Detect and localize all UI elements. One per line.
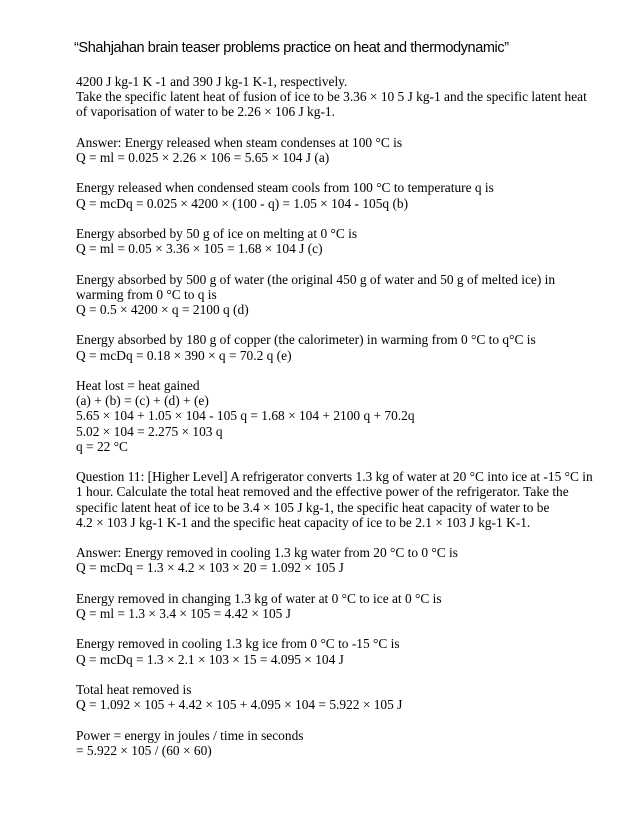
text-line: Energy absorbed by 50 g of ice on melting at 0 °C is	[76, 225, 358, 241]
equation-line: Q = ml = 0.025 × 2.26 × 106 = 5.65 × 104 J (a)	[76, 150, 330, 165]
text-line: Energy removed in cooling 1.3 kg ice from 0 °C to -15 °C is	[76, 636, 400, 652]
equation-line: Q = 0.5 × 4200 × q = 2100 q (d)	[76, 301, 249, 317]
text-line: warming from 0 °C to q is	[76, 286, 217, 302]
paragraph-water-warming	[76, 272, 576, 318]
text-line: Take the specific latent heat of fusion of ice to be 3.36 × 10 5 J kg-1 and the specific latent heat	[76, 89, 587, 105]
equation-line: Q = mcDq = 0.025 × 4200 × (100 - q) = 1.05 × 104 - 105q (b)	[76, 195, 409, 211]
equation-line: Q = mcDq = 1.3 × 2.1 × 103 × 15 = 4.095 × 104 J	[76, 651, 344, 667]
equation-line: q = 22 °C	[76, 438, 128, 454]
equation-line: Q = ml = 1.3 × 3.4 × 105 = 4.42 × 105 J	[76, 605, 291, 621]
paragraph-ice-melting	[76, 226, 576, 256]
text-line: Question 11: [Higher Level] A refrigerator converts 1.3 kg of water at 20 °C into ice at -15 °C in	[76, 469, 593, 485]
text-line: 4.2 × 103 J kg-1 K-1 and the specific heat capacity of ice to be 2.1 × 103 J kg-1 K-1.	[76, 514, 531, 530]
text-line: Energy released when condensed steam cools from 100 °C to temperature q is	[76, 180, 494, 196]
equation-line: 5.02 × 104 = 2.275 × 103 q	[76, 423, 223, 439]
paragraph-data-given	[76, 74, 587, 120]
paragraph-freezing	[76, 591, 576, 621]
equation-line: (a) + (b) = (c) + (d) + (e)	[76, 393, 209, 409]
paragraph-total-heat	[76, 682, 576, 712]
equation-line: Q = ml = 0.05 × 3.36 × 105 = 1.68 × 104 J (c)	[76, 241, 323, 257]
paragraph-answer-cooling-water	[76, 545, 576, 575]
text-line: 4200 J kg-1 K -1 and 390 J kg-1 K-1, respectively.	[76, 74, 348, 89]
paragraph-power	[76, 728, 576, 758]
equation-line: = 5.922 × 105 / (60 × 60)	[76, 742, 212, 758]
text-line: Energy absorbed by 180 g of copper (the calorimeter) in warming from 0 °C to q°C is	[76, 332, 536, 348]
text-line: of vaporisation of water to be 2.26 × 106 J kg-1.	[76, 104, 335, 120]
text-line: Heat lost = heat gained	[76, 377, 200, 393]
text-line: specific latent heat of ice to be 3.4 × 105 J kg-1, the specific heat capacity of water to be	[76, 499, 550, 515]
equation-line: Q = mcDq = 0.18 × 390 × q = 70.2 q (e)	[76, 347, 292, 363]
paragraph-question-11	[76, 469, 593, 530]
equation-line: Q = mcDq = 1.3 × 4.2 × 103 × 20 = 1.092 × 105 J	[76, 560, 344, 576]
text-line: 1 hour. Calculate the total heat removed and the effective power of the refrigerator. Take the	[76, 484, 569, 500]
paragraph-copper-warming	[76, 332, 576, 362]
paragraph-answer-steam	[76, 135, 576, 165]
text-line: Energy removed in changing 1.3 kg of water at 0 °C to ice at 0 °C is	[76, 590, 442, 606]
text-line: Energy absorbed by 500 g of water (the original 450 g of water and 50 g of melted ice) in	[76, 271, 556, 287]
paragraph-heat-balance	[76, 378, 576, 454]
paragraph-condensed-steam	[76, 180, 576, 210]
text-line: Power = energy in joules / time in seconds	[76, 727, 304, 743]
equation-line: 5.65 × 104 + 1.05 × 104 - 105 q = 1.68 × 104 + 2100 q + 70.2q	[76, 408, 415, 424]
text-line: Total heat removed is	[76, 681, 192, 697]
text-line: Answer: Energy released when steam condenses at 100 °C is	[76, 134, 403, 150]
text-line: Answer: Energy removed in cooling 1.3 kg water from 20 °C to 0 °C is	[76, 545, 458, 561]
equation-line: Q = 1.092 × 105 + 4.42 × 105 + 4.095 × 104 = 5.922 × 105 J	[76, 697, 403, 713]
document-title: “Shahjahan brain teaser problems practice on heat and thermodynamic”	[74, 40, 509, 56]
document-body	[76, 74, 593, 773]
paragraph-cooling-ice	[76, 636, 576, 666]
